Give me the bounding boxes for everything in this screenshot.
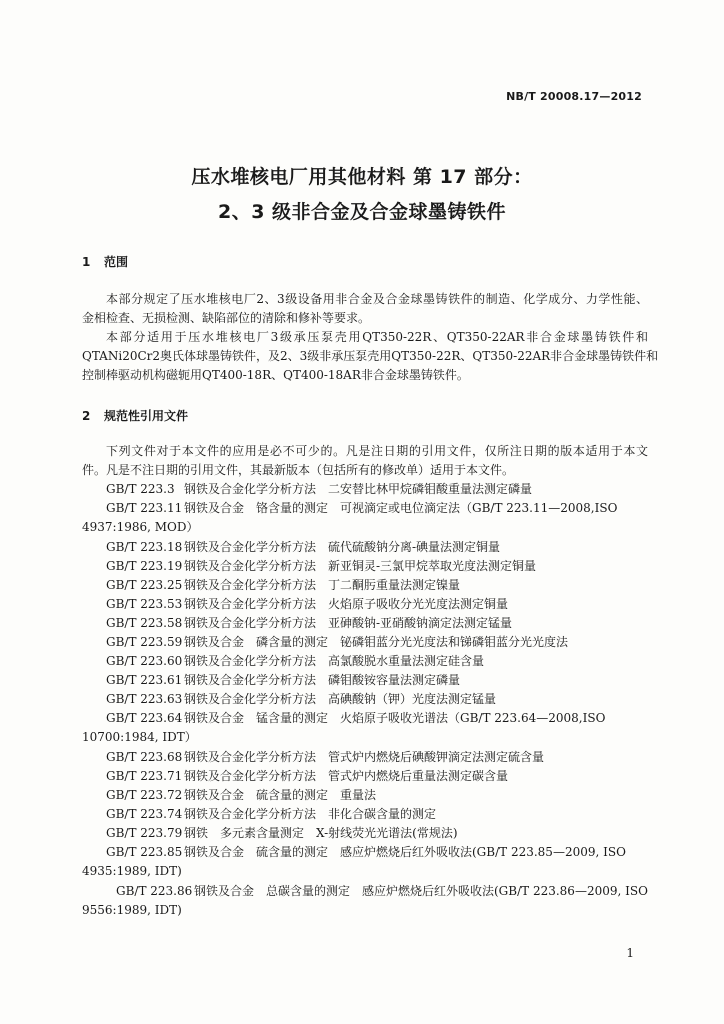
reference-item [106,616,512,630]
reference-code: GB/T 223.86 [116,884,193,898]
normative-intro-line-2: 件。凡是不注日期的引用文件，其最新版本（包括所有的修改单）适用于本文件。 [82,463,515,477]
reference-item [106,635,568,649]
reference-title: 钢铁及合金化学分析方法 丁二酮肟重量法测定镍量 [184,578,461,592]
reference-item [106,826,458,840]
reference-item [106,845,626,859]
reference-title: 钢铁及合金 锰含量的测定 火焰原子吸收光谱法（GB/T 223.64—2008,ISO [184,711,606,725]
reference-title: 钢铁及合金 硫含量的测定 重量法 [184,788,377,802]
reference-item [106,482,532,496]
section-title: 规范性引用文件 [104,409,189,423]
reference-code: GB/T 223.58 [106,616,183,630]
reference-item [116,884,648,898]
reference-continuation: 10700:1984, IDT） [82,730,197,744]
reference-code: GB/T 223.72 [106,788,183,802]
reference-item [106,807,436,821]
reference-code: GB/T 223.3 [106,482,175,496]
reference-item [106,654,484,668]
reference-title: 钢铁及合金 硫含量的测定 感应炉燃烧后红外吸收法(GB/T 223.85—2009, ISO [184,845,626,859]
reference-item [106,769,508,783]
reference-title: 钢铁及合金化学分析方法 硫代硫酸钠分离-碘量法测定铜量 [184,540,501,554]
reference-code: GB/T 223.25 [106,578,183,592]
reference-item [106,788,376,802]
reference-code: GB/T 223.68 [106,750,183,764]
reference-title: 钢铁及合金化学分析方法 新亚铜灵-三氯甲烷萃取光度法测定铜量 [184,559,537,573]
reference-title: 钢铁及合金化学分析方法 高氯酸脱水重量法测定硅含量 [184,654,485,668]
reference-title: 钢铁及合金 铬含量的测定 可视滴定或电位滴定法（GB/T 223.11—2008,ISO [184,501,618,515]
reference-item [106,673,460,687]
page-number: 1 [626,946,634,960]
reference-code: GB/T 223.85 [106,845,183,859]
reference-code: GB/T 223.60 [106,654,183,668]
scope-paragraph-1-line-2: 金相检查、无损检测、缺陷部位的清除和修补等要求。 [82,311,371,325]
section-heading-normative-references [82,407,188,424]
reference-item [106,750,544,764]
reference-item [106,711,605,725]
reference-title: 钢铁及合金化学分析方法 高碘酸钠（钾）光度法测定锰量 [184,692,497,706]
reference-title: 钢铁及合金化学分析方法 二安替比林甲烷磷钼酸重量法测定磷量 [184,482,533,496]
section-number: 1 [82,255,91,269]
reference-continuation: 4937:1986, MOD） [82,520,199,534]
reference-item [106,692,496,706]
reference-title: 钢铁及合金化学分析方法 非化合碳含量的测定 [184,807,437,821]
reference-title: 钢铁及合金化学分析方法 管式炉内燃烧后重量法测定碳含量 [184,769,509,783]
reference-title: 钢铁及合金 磷含量的测定 铋磷钼蓝分光光度法和锑磷钼蓝分光光度法 [184,635,569,649]
reference-code: GB/T 223.59 [106,635,183,649]
scope-paragraph-2-line-3: 控制棒驱动机构磁轭用QT400-18R、QT400-18AR非合金球墨铸铁件。 [82,368,469,382]
reference-title: 钢铁 多元素含量测定 X-射线荧光光谱法(常规法) [184,826,458,840]
reference-item [106,597,508,611]
reference-title: 钢铁及合金化学分析方法 管式炉内燃烧后碘酸钾滴定法测定硫含量 [184,750,545,764]
reference-code: GB/T 223.19 [106,559,183,573]
reference-title: 钢铁及合金化学分析方法 磷钼酸铵容量法测定磷量 [184,673,461,687]
scope-paragraph-2-line-1: 本部分适用于压水堆核电厂3级承压泵壳用QT350-22R、QT350-22AR非合金球墨铸铁件和 [106,330,648,344]
scope-paragraph-2-line-2: QTANi20Cr2奥氏体球墨铸铁件，及2、3级非承压泵壳用QT350-22R、QT350-22AR非合金球墨铸铁件和 [82,349,659,363]
reference-title: 钢铁及合金 总碳含量的测定 感应炉燃烧后红外吸收法(GB/T 223.86—2009, ISO [194,884,648,898]
document-title-line1: 压水堆核电厂用其他材料 第 17 部分： [191,166,533,188]
reference-code: GB/T 223.71 [106,769,183,783]
reference-title: 钢铁及合金化学分析方法 火焰原子吸收分光光度法测定铜量 [184,597,509,611]
document-title-line2: 2、3 级非合金及合金球墨铸铁件 [217,201,507,223]
reference-title: 钢铁及合金化学分析方法 亚砷酸钠-亚硝酸钠滴定法测定锰量 [184,616,513,630]
reference-item [106,501,617,515]
reference-code: GB/T 223.18 [106,540,183,554]
section-number: 2 [82,409,91,423]
reference-code: GB/T 223.79 [106,826,183,840]
section-title: 范围 [104,255,129,269]
normative-intro-line-1: 下列文件对于本文件的应用是必不可少的。凡是注日期的引用文件，仅所注日期的版本适用于本文 [106,444,648,458]
reference-code: GB/T 223.64 [106,711,183,725]
reference-code: GB/T 223.74 [106,807,183,821]
scope-paragraph-1-line-1: 本部分规定了压水堆核电厂2、3级设备用非合金及合金球墨铸铁件的制造、化学成分、力学性能、 [106,292,648,306]
reference-code: GB/T 223.53 [106,597,183,611]
reference-continuation: 9556:1989, IDT) [82,903,182,917]
reference-item [106,559,536,573]
reference-code: GB/T 223.63 [106,692,183,706]
reference-code: GB/T 223.61 [106,673,183,687]
reference-item [106,540,500,554]
standard-code: NB/T 20008.17—2012 [506,90,642,103]
reference-item [106,578,460,592]
section-heading-scope [82,253,128,270]
reference-code: GB/T 223.11 [106,501,183,515]
reference-continuation: 4935:1989, IDT) [82,864,182,878]
